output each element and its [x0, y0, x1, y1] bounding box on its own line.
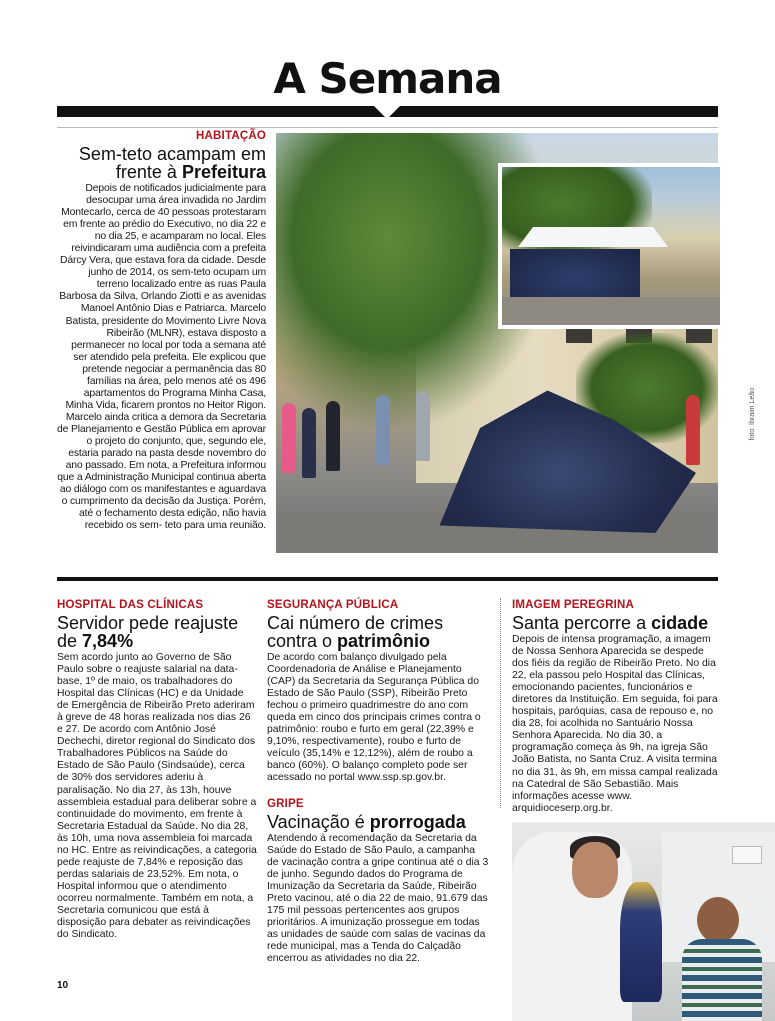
- article-body: De acordo com balanço divulgado pela Coordenadoria de Análise e Planejamento (CAP) da Secretaria da Segurança Pública do Estado de São Paulo (SSP), Ribeirão Preto fechou o primeiro quadrimestre do ano com queda em cinco dos principais crimes contra o patrimônio: roubo e furto em geral (22,39% e 9,10%, respectivamente), roubo e furto de veículo (35,14% e 12,12%), além de roubo a banco (60%). O balanço completo pode ser acessado no portal www.ssp.sp.gov.br.: [267, 652, 481, 784]
- article-body: Depois de notificados judicialmente para desocupar uma área invadida no Jardim Montecarlo, cerca de 40 pessoas protestaram em frente ao prédio do Executivo, no dia 22 e no dia 25, e acamparam no local. Eles reivindicaram uma audiência com a prefeita Dárcy Vera, que estava fora da cidade. Desde junho de 2014, os sem-teto ocupam um terreno localizado entre as ruas Paula Barbosa da Silva, Orlando Ziotti e as avenidas Manoel Antônio Dias e Patriarca. Marcelo Batista, presidente do Movimento Livre Nova Ribeirão (MLNR), estava disposto a permanecer no local por toda a semana até ser atendido pela prefeita. Ele explicou que pretende negociar a permanência das 80 famílias na área, pelo menos até os 496 apartamentos do Programa Minha Casa, Minha Vida, ficarem prontos no Heitor Rigon. Marcelo ainda critica a demora da Secretaria de Planejamento e Gestão Pública em aprovar o projeto do conjunto, que, segundo ele, estaria parado na pasta desde novembro do ano passado. Em nota, a Prefeitura informou que a Administração Municipal continua aberta ao diálogo com os manifestantes e aguardava o cumprimento da decisão da Justiça. Porém, até o fechamento desta edição, não havia recebido os sem- teto para uma reunião.: [57, 183, 266, 532]
- article-headline: [57, 614, 257, 650]
- section-divider: [57, 577, 718, 581]
- page-number: 10: [57, 980, 69, 991]
- photo-boy-head: [697, 897, 739, 943]
- photo-inset-tents: [498, 163, 724, 329]
- column-divider: [500, 598, 501, 808]
- masthead: [0, 0, 775, 125]
- photo-person: [686, 395, 700, 465]
- photo-hospital-visit: [512, 822, 775, 1021]
- photo-credit: foto: Ibraim Leão: [749, 388, 756, 441]
- photo-person: [326, 401, 340, 471]
- photo-boy-shirt: [682, 939, 762, 1021]
- photo-ground: [502, 297, 724, 329]
- article-headline: [57, 145, 266, 181]
- headline-emphasis: cidade: [651, 613, 709, 633]
- photo-person: [416, 391, 430, 461]
- article-kicker: HOSPITAL DAS CLÍNICAS: [57, 599, 204, 611]
- section-title: A Semana: [273, 54, 502, 103]
- headline-text: Sem-teto acampam em frente à: [78, 144, 266, 182]
- photo-person: [282, 403, 296, 473]
- headline-emphasis: patrimônio: [337, 631, 431, 651]
- article-imagem-peregrina: [512, 599, 718, 815]
- photo-tarp: [510, 249, 640, 299]
- headline-text: Santa percorre a: [512, 613, 652, 633]
- article-kicker: HABITAÇÃO: [196, 130, 266, 142]
- photo-priest-face: [572, 842, 618, 898]
- top-divider: [57, 127, 718, 128]
- headline-emphasis: prorrogada: [369, 812, 466, 832]
- article-kicker: SEGURANÇA PÚBLICA: [267, 599, 399, 611]
- article-kicker: IMAGEM PEREGRINA: [512, 599, 635, 611]
- article-habitacao: [57, 130, 266, 532]
- photo-boy: [677, 897, 767, 1021]
- photo-canopy: [518, 227, 668, 247]
- article-seguranca: [267, 599, 489, 785]
- article-headline: [267, 614, 489, 650]
- article-body: Atendendo à recomendação da Secretaria da Saúde do Estado de São Paulo, a campanha de vacinação contra a gripe continua até o dia 3 de junho. Segundo dados do Programa de Imunização da Secretaria da Saúde, Ribeirão Preto vacinou, até o dia 22 de maio, 91.679 das 175 mil pessoas pertencentes aos grupos prioritários. A imunização prossegue em todas as unidades de saúde com salas de vacinas da rede municipal, mas a Tenda do Calçadão encerrou as atividades no dia 22.: [267, 833, 489, 965]
- article-gripe: [267, 798, 489, 966]
- headline-emphasis: Prefeitura: [181, 162, 266, 182]
- article-body: Depois de intensa programação, a imagem de Nossa Senhora Aparecida se despede dos fiéis da região de Ribeirão Preto. No dia 22, ela passou pelo Hospital das Clínicas, emocionando pacientes, funcionários e diretores da Instituição. Em seguida, foi para hospitais, paróquias, casa de repouso e, no dia 28, foi acolhida no Santuário Nossa Senhora Aparecida. No dia 30, a programação começa às 9h, na igreja São João Batista, no Santa Cruz. A visita termina no dia 31, às 9h, em missa campal realizada na Catedral de São Sebastião. Mais informações acesse www. arquidioceserp.org.br.: [512, 634, 718, 814]
- headline-text: Vacinação é: [267, 812, 370, 832]
- headline-emphasis: 7,84%: [82, 631, 134, 651]
- article-headline: [267, 813, 489, 831]
- article-headline: [512, 614, 718, 632]
- article-kicker: GRIPE: [267, 798, 304, 810]
- article-body: Sem acordo junto ao Governo de São Paulo sobre o reajuste salarial na data-base, 1º de maio, os trabalhadores do Hospital das Clínicas (HC) e da Unidade de Emergência de Ribeirão Preto aderiram à greve de 48 horas realizada nos dias 26 e 27. De acordo com Antônio José Dechechi, diretor regional do Sindicato dos Trabalhadores Públicos na Saúde do Estado de São Paulo (Sindsaúde), cerca de 30% dos servidores aderiu à paralisação. No dia 27, às 13h, houve assembleia estadual para deliberar sobre a continuidade do movimento, em frente à Secretaria Estadual da Saúde. No dia 28, às 10h, uma nova assembleia foi marcada no HC. Entre as reivindicações, a categoria pede reajuste de 7,84% e reposição das perdas salariais de 23,52%. Em nota, o Hospital informou que o atendimento ocorreu normalmente. Também em nota, a Secretaria comunicou que está à disposição para debater as reivindicações do Sindicato.: [57, 652, 257, 941]
- article-hospital: [57, 599, 257, 941]
- photo-person: [376, 395, 390, 465]
- photo-outlet: [732, 846, 762, 864]
- photo-statue: [620, 882, 662, 1002]
- photo-person: [302, 408, 316, 478]
- headline-text: Cai número de crimes contra o: [267, 613, 444, 651]
- masthead-notch: [374, 106, 400, 119]
- headline-text: Servidor pede reajuste de: [57, 613, 239, 651]
